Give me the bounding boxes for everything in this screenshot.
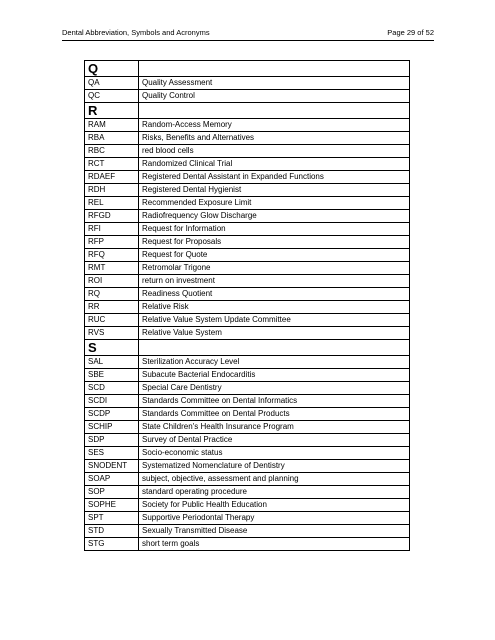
abbreviation-cell: RQ (85, 288, 139, 301)
abbreviation-cell: STG (85, 538, 139, 551)
table-row (85, 184, 410, 197)
table-row (85, 210, 410, 223)
abbreviation-cell: RFI (85, 223, 139, 236)
abbreviation-cell: RDAEF (85, 171, 139, 184)
definition-cell: Random-Access Memory (139, 119, 410, 132)
definition-cell: red blood cells (139, 145, 410, 158)
table-row (85, 369, 410, 382)
table-row (85, 288, 410, 301)
section-letter: R (85, 103, 139, 119)
table-row (85, 486, 410, 499)
definition-cell: Special Care Dentistry (139, 382, 410, 395)
table-row (85, 171, 410, 184)
abbreviation-cell: RDH (85, 184, 139, 197)
abbreviation-cell: RVS (85, 327, 139, 340)
section-letter: Q (85, 61, 139, 77)
definition-cell: Randomized Clinical Trial (139, 158, 410, 171)
table-row (85, 223, 410, 236)
table-row (85, 356, 410, 369)
definition-cell: subject, objective, assessment and planning (139, 473, 410, 486)
table-row (85, 90, 410, 103)
table-row (85, 132, 410, 145)
abbreviation-cell: QC (85, 90, 139, 103)
table-row (85, 395, 410, 408)
abbreviation-cell: QA (85, 77, 139, 90)
abbreviation-cell: RBA (85, 132, 139, 145)
abbreviation-cell: RMT (85, 262, 139, 275)
definition-cell: State Children's Health Insurance Program (139, 421, 410, 434)
abbreviation-cell: SCHIP (85, 421, 139, 434)
abbreviation-cell: SAL (85, 356, 139, 369)
table-row (85, 525, 410, 538)
definition-cell: Sterilization Accuracy Level (139, 356, 410, 369)
section-blank-cell (139, 61, 410, 77)
table-row (85, 512, 410, 525)
abbreviation-cell: RFP (85, 236, 139, 249)
definition-cell: Radiofrequency Glow Discharge (139, 210, 410, 223)
definition-cell: Registered Dental Hygienist (139, 184, 410, 197)
table-row (85, 382, 410, 395)
definition-cell: Registered Dental Assistant in Expanded Functions (139, 171, 410, 184)
definition-cell: Socio-economic status (139, 447, 410, 460)
table-row (85, 327, 410, 340)
table-row (85, 421, 410, 434)
abbreviation-cell: SOPHE (85, 499, 139, 512)
abbreviation-cell: SOP (85, 486, 139, 499)
abbreviation-cell: RAM (85, 119, 139, 132)
table-row (85, 499, 410, 512)
section-header-row (85, 103, 410, 119)
definition-cell: standard operating procedure (139, 486, 410, 499)
definition-cell: Systematized Nomenclature of Dentistry (139, 460, 410, 473)
definition-cell: Retromolar Trigone (139, 262, 410, 275)
definition-cell: Relative Value System Update Committee (139, 314, 410, 327)
abbreviation-cell: SOAP (85, 473, 139, 486)
abbreviation-cell: RBC (85, 145, 139, 158)
table-row (85, 77, 410, 90)
header-divider (62, 40, 434, 41)
definition-cell: Quality Control (139, 90, 410, 103)
section-blank-cell (139, 340, 410, 356)
definition-cell: Standards Committee on Dental Products (139, 408, 410, 421)
abbreviation-table-body (85, 61, 410, 551)
abbreviation-cell: SPT (85, 512, 139, 525)
definition-cell: short term goals (139, 538, 410, 551)
table-row (85, 236, 410, 249)
definition-cell: Relative Value System (139, 327, 410, 340)
abbreviation-cell: SCD (85, 382, 139, 395)
table-row (85, 473, 410, 486)
section-blank-cell (139, 103, 410, 119)
table-row (85, 119, 410, 132)
table-row (85, 275, 410, 288)
table-row (85, 158, 410, 171)
definition-cell: Supportive Periodontal Therapy (139, 512, 410, 525)
abbreviation-cell: STD (85, 525, 139, 538)
definition-cell: Recommended Exposure Limit (139, 197, 410, 210)
table-row (85, 460, 410, 473)
definition-cell: Sexually Transmitted Disease (139, 525, 410, 538)
definition-cell: Request for Proposals (139, 236, 410, 249)
table-row (85, 145, 410, 158)
section-header-row (85, 61, 410, 77)
abbreviation-cell: SES (85, 447, 139, 460)
table-row (85, 447, 410, 460)
section-letter: S (85, 340, 139, 356)
definition-cell: Relative Risk (139, 301, 410, 314)
definition-cell: Subacute Bacterial Endocarditis (139, 369, 410, 382)
document-title: Dental Abbreviation, Symbols and Acronyms (62, 28, 210, 37)
abbreviation-cell: SNODENT (85, 460, 139, 473)
abbreviation-cell: RUC (85, 314, 139, 327)
section-header-row (85, 340, 410, 356)
definition-cell: return on investment (139, 275, 410, 288)
abbreviation-cell: RR (85, 301, 139, 314)
abbreviation-cell: RCT (85, 158, 139, 171)
definition-cell: Quality Assessment (139, 77, 410, 90)
table-row (85, 314, 410, 327)
table-row (85, 408, 410, 421)
table-row (85, 538, 410, 551)
abbreviation-cell: SDP (85, 434, 139, 447)
page-number: Page 29 of 52 (387, 28, 434, 37)
table-row (85, 434, 410, 447)
abbreviation-cell: SBE (85, 369, 139, 382)
abbreviation-table (84, 60, 410, 551)
table-row (85, 262, 410, 275)
definition-cell: Risks, Benefits and Alternatives (139, 132, 410, 145)
definition-cell: Readiness Quotient (139, 288, 410, 301)
table-row (85, 197, 410, 210)
definition-cell: Request for Information (139, 223, 410, 236)
definition-cell: Request for Quote (139, 249, 410, 262)
abbreviation-cell: RFGD (85, 210, 139, 223)
definition-cell: Survey of Dental Practice (139, 434, 410, 447)
abbreviation-cell: RFQ (85, 249, 139, 262)
abbreviation-cell: ROI (85, 275, 139, 288)
abbreviation-cell: SCDI (85, 395, 139, 408)
abbreviation-cell: SCDP (85, 408, 139, 421)
definition-cell: Society for Public Health Education (139, 499, 410, 512)
table-row (85, 249, 410, 262)
abbreviation-cell: REL (85, 197, 139, 210)
table-row (85, 301, 410, 314)
definition-cell: Standards Committee on Dental Informatics (139, 395, 410, 408)
